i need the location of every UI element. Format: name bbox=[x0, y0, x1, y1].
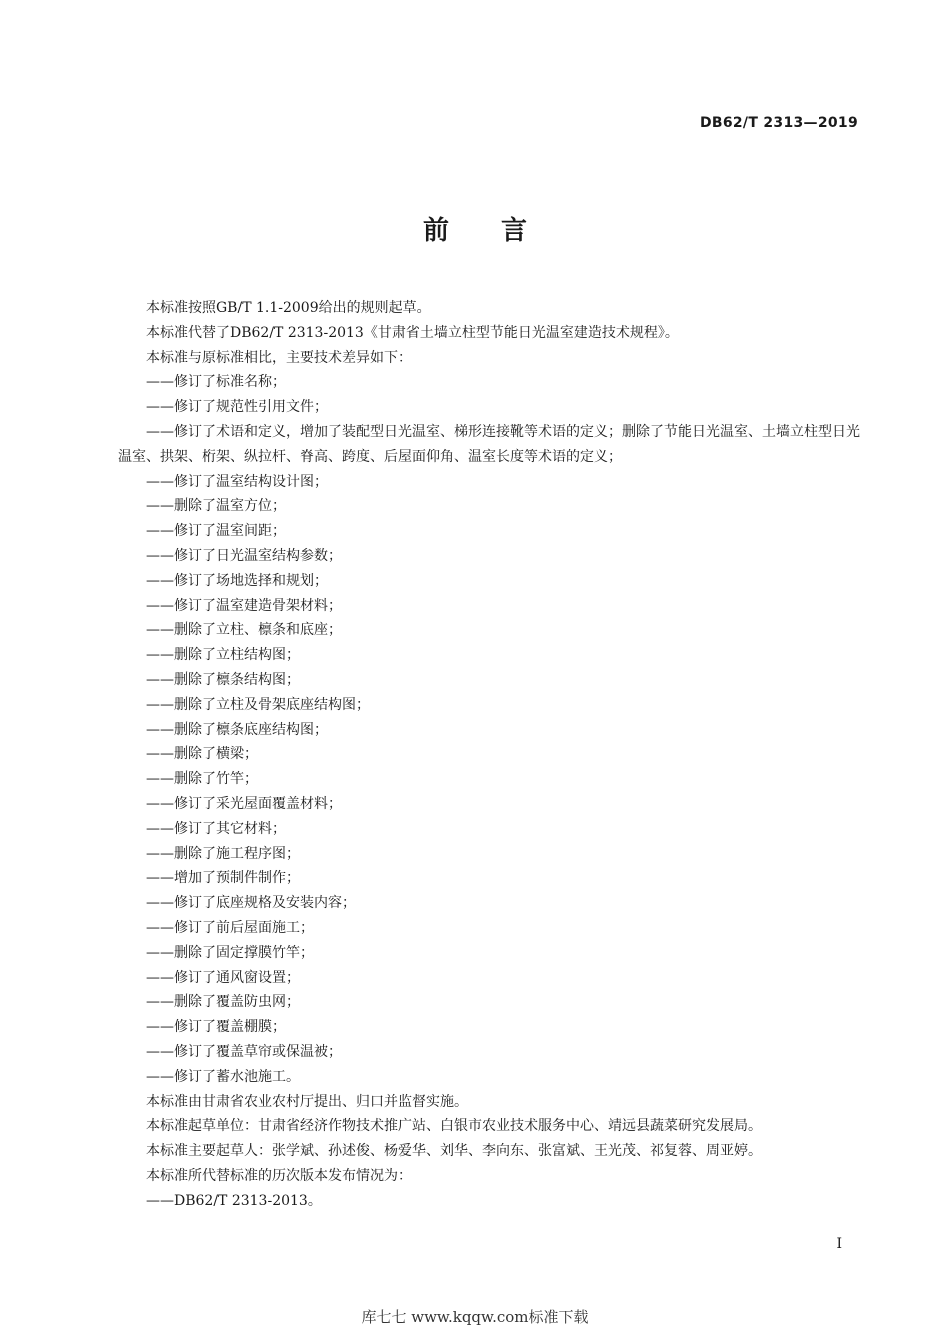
footer-watermark: 库七七 www.kqqw.com标准下载 bbox=[361, 1308, 589, 1326]
closing-paragraph: 本标准主要起草人：张学斌、孙述俊、杨爱华、刘华、李向东、张富斌、王光茂、祁复蓉、周亚婷。 bbox=[146, 1143, 762, 1160]
change-item: ——修订了日光温室结构参数； bbox=[146, 547, 342, 564]
change-item: ——修订了规范性引用文件； bbox=[146, 399, 328, 416]
closing-paragraph: 本标准所代替标准的历次版本发布情况为： bbox=[146, 1167, 412, 1184]
change-item: ——增加了预制件制作； bbox=[146, 870, 300, 887]
change-item: ——修订了底座规格及安装内容； bbox=[146, 895, 356, 912]
change-item: ——删除了立柱、檩条和底座； bbox=[146, 622, 342, 639]
change-item: ——修订了温室建造骨架材料； bbox=[146, 597, 342, 614]
change-item: ——修订了术语和定义，增加了装配型日光温室、梯形连接靴等术语的定义；删除了节能日光温室、土墙立柱型日光温室、拱架、桁架、纵拉杆、脊高、跨度、后屋面仰角、温室长度等术语的定义； bbox=[118, 423, 860, 465]
foreword-body bbox=[118, 296, 860, 1213]
change-item: ——删除了立柱结构图； bbox=[146, 647, 300, 664]
change-item: ——修订了通风窗设置； bbox=[146, 969, 300, 986]
closing-paragraph: 本标准由甘肃省农业农村厅提出、归口并监督实施。 bbox=[146, 1093, 468, 1110]
intro-paragraph: 本标准代替了DB62/T 2313-2013《甘肃省土墙立柱型节能日光温室建造技术规程》。 bbox=[146, 324, 679, 341]
change-item: ——删除了横梁； bbox=[146, 746, 258, 763]
standard-code: DB62/T 2313—2019 bbox=[699, 115, 858, 131]
intro-paragraph: 本标准按照GB/T 1.1-2009给出的规则起草。 bbox=[146, 300, 431, 316]
change-item: ——修订了温室间距； bbox=[146, 523, 286, 540]
change-item: ——删除了竹竿； bbox=[146, 771, 258, 788]
intro-paragraph: 本标准与原标准相比，主要技术差异如下： bbox=[146, 349, 412, 366]
page-number: I bbox=[836, 1236, 842, 1252]
change-item: ——删除了温室方位； bbox=[146, 498, 286, 515]
change-item: ——修订了温室结构设计图； bbox=[146, 473, 328, 490]
history-item: ——DB62/T 2313-2013。 bbox=[146, 1192, 322, 1209]
change-item: ——删除了覆盖防虫网； bbox=[146, 994, 300, 1011]
change-item: ——删除了檩条结构图； bbox=[146, 671, 300, 688]
change-item: ——修订了场地选择和规划； bbox=[146, 572, 328, 589]
change-item: ——删除了固定撑膜竹竿； bbox=[146, 944, 314, 961]
change-item: ——修订了采光屋面覆盖材料； bbox=[146, 795, 342, 812]
change-item: ——删除了立柱及骨架底座结构图； bbox=[146, 696, 370, 713]
page-title: 前 言 bbox=[422, 216, 527, 246]
change-item: ——修订了标准名称； bbox=[146, 374, 286, 391]
change-item: ——删除了施工程序图； bbox=[146, 845, 300, 862]
change-item: ——删除了檩条底座结构图； bbox=[146, 721, 328, 738]
change-item: ——修订了蓄水池施工。 bbox=[146, 1068, 300, 1085]
change-item: ——修订了前后屋面施工； bbox=[146, 919, 314, 936]
closing-paragraph: 本标准起草单位：甘肃省经济作物技术推广站、白银市农业技术服务中心、靖远县蔬菜研究发展局。 bbox=[146, 1118, 762, 1135]
change-item: ——修订了其它材料； bbox=[146, 820, 286, 837]
change-item: ——修订了覆盖棚膜； bbox=[146, 1019, 286, 1036]
change-item: ——修订了覆盖草帘或保温被； bbox=[146, 1043, 342, 1060]
